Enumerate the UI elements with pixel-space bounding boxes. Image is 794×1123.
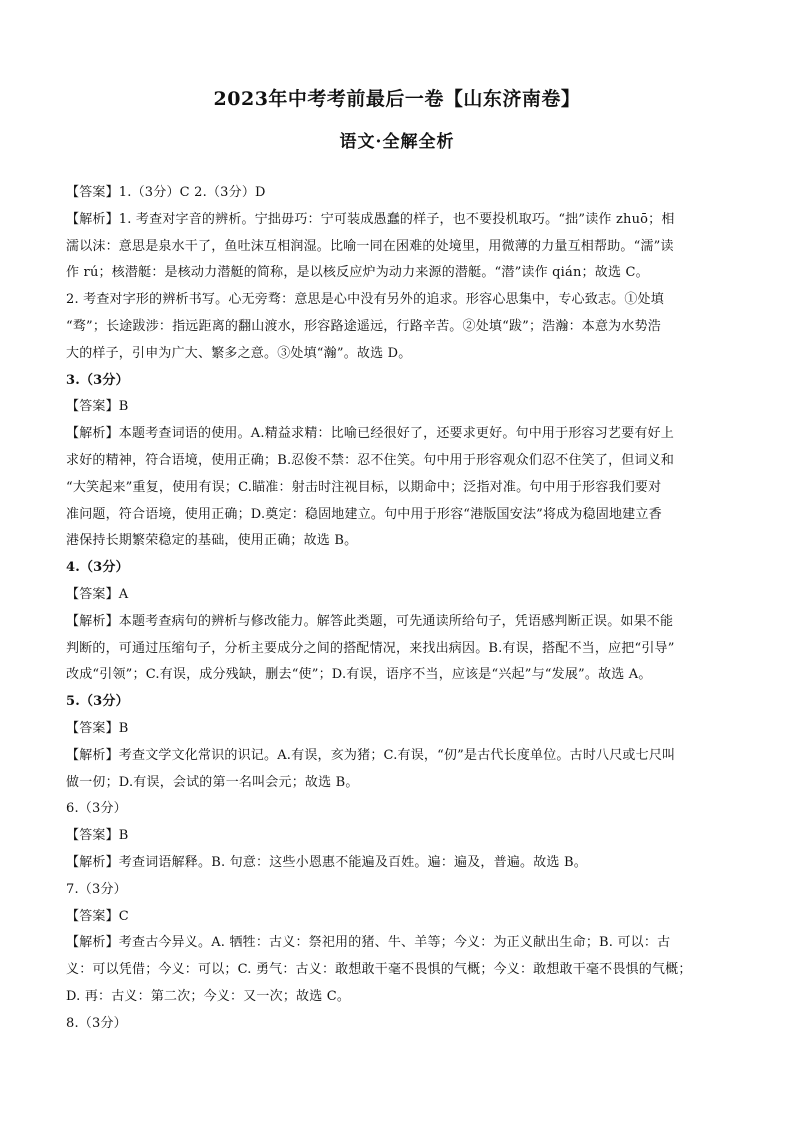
- text-line: 濡以沫：意思是泉水干了，鱼吐沫互相润湿。比喻一同在困难的处境里，用微薄的力量互相帮助。“濡”读: [66, 238, 674, 254]
- text-line: 大的样子，引申为广大、繁多之意。③处填“瀚”。故选 D。: [66, 345, 412, 361]
- text-line: 【答案】B: [66, 399, 129, 415]
- text-line: 8.（3分）: [66, 1015, 127, 1031]
- text-line: 【解析】本题考查词语的使用。A.精益求精：比喻已经很好了，还要求更好。句中用于形容习艺要有好上: [66, 426, 674, 442]
- text-line: 做一仞；D.有误，会试的第一名叫会元；故选 B。: [66, 774, 359, 790]
- text-line: “骛”；长途跋涉：指远距离的翻山渡水，形容路途遥远，行路辛苦。②处填“跋”；浩瀚：本意为水势浩: [66, 318, 661, 334]
- document-title: 2023年中考考前最后一卷【山东济南卷】: [213, 88, 581, 110]
- text-line: 7.（3分）: [66, 881, 127, 897]
- text-line: 改成“引领”；C.有误，成分残缺，删去“使”；D.有误，语序不当，应该是“兴起”与“发展”。故选 A。: [66, 667, 652, 683]
- text-line: 【解析】本题考查病句的辨析与修改能力。解答此类题，可先通读所给句子，凭语感判断正误。如果不能: [66, 613, 674, 629]
- question-heading: 5.（3分）: [66, 694, 129, 710]
- text-line: 准问题，符合语境，使用正确；D.奠定：稳固地建立。句中用于形容“港版国安法”将成为稳固地建立香: [66, 506, 662, 522]
- text-line: 6.（3分）: [66, 801, 127, 817]
- question-heading: 3.（3分）: [66, 372, 129, 388]
- text-line: 【解析】考查古今异义。A. 牺牲：古义：祭祀用的猪、牛、羊等；今义：为正义献出生命；B. 可以：古: [66, 935, 671, 951]
- text-line: “大笑起来”重复，使用有误；C.瞄准：射击时注视目标，以期命中；泛指对准。句中用于形容我们要对: [66, 479, 662, 495]
- text-line: 【解析】考查文学文化常识的识记。A.有误，亥为猪；C.有误，“仞”是古代长度单位。古时八尺或七尺叫: [66, 747, 676, 763]
- text-line: 【解析】考查词语解释。B. 句意：这些小恩惠不能遍及百姓。遍：遍及，普遍。故选 B。: [66, 854, 587, 870]
- document-subtitle: 语文·全解全析: [339, 132, 455, 152]
- text-line: D. 再：古义：第二次；今义：又一次；故选 C。: [66, 988, 351, 1004]
- text-line: 作 rú；核潜艇：是核动力潜艇的简称，是以核反应炉为动力来源的潜艇。“潜”读作 qián；故选 C。: [66, 265, 649, 281]
- text-line: 港保持长期繁荣稳定的基础，使用正确；故选 B。: [66, 533, 358, 549]
- document-body: [66, 180, 728, 1038]
- text-line: 求好的精神，符合语境，使用正确；B.忍俊不禁：忍不住笑。句中用于形容观众们忍不住笑了，但词义和: [66, 452, 675, 468]
- text-line: 义：可以凭借；今义：可以；C. 勇气：古义：敢想敢干毫不畏惧的气概；今义：敢想敢干毫不畏惧的气概；: [66, 962, 692, 978]
- text-line: 2. 考查对字形的辨析书写。心无旁骛：意思是心中没有另外的追求。形容心思集中，专心致志。①处填: [66, 292, 664, 308]
- question-heading: 4.（3分）: [66, 560, 129, 576]
- text-line: 【答案】B: [66, 720, 129, 736]
- text-line: 判断的，可通过压缩句子，分析主要成分之间的搭配情况，来找出病因。B.有误，搭配不当，应把“引导”: [66, 640, 675, 656]
- text-line: 【解析】1. 考查对字音的辨析。宁拙毋巧：宁可装成愚蠢的样子，也不要投机取巧。“拙”读作 zhuō；相: [66, 211, 675, 227]
- text-line: 【答案】C: [66, 908, 129, 924]
- text-line: 【答案】A: [66, 586, 129, 602]
- text-line: 【答案】1.（3分）C 2.（3分）D: [66, 185, 266, 200]
- text-line: 【答案】B: [66, 828, 129, 844]
